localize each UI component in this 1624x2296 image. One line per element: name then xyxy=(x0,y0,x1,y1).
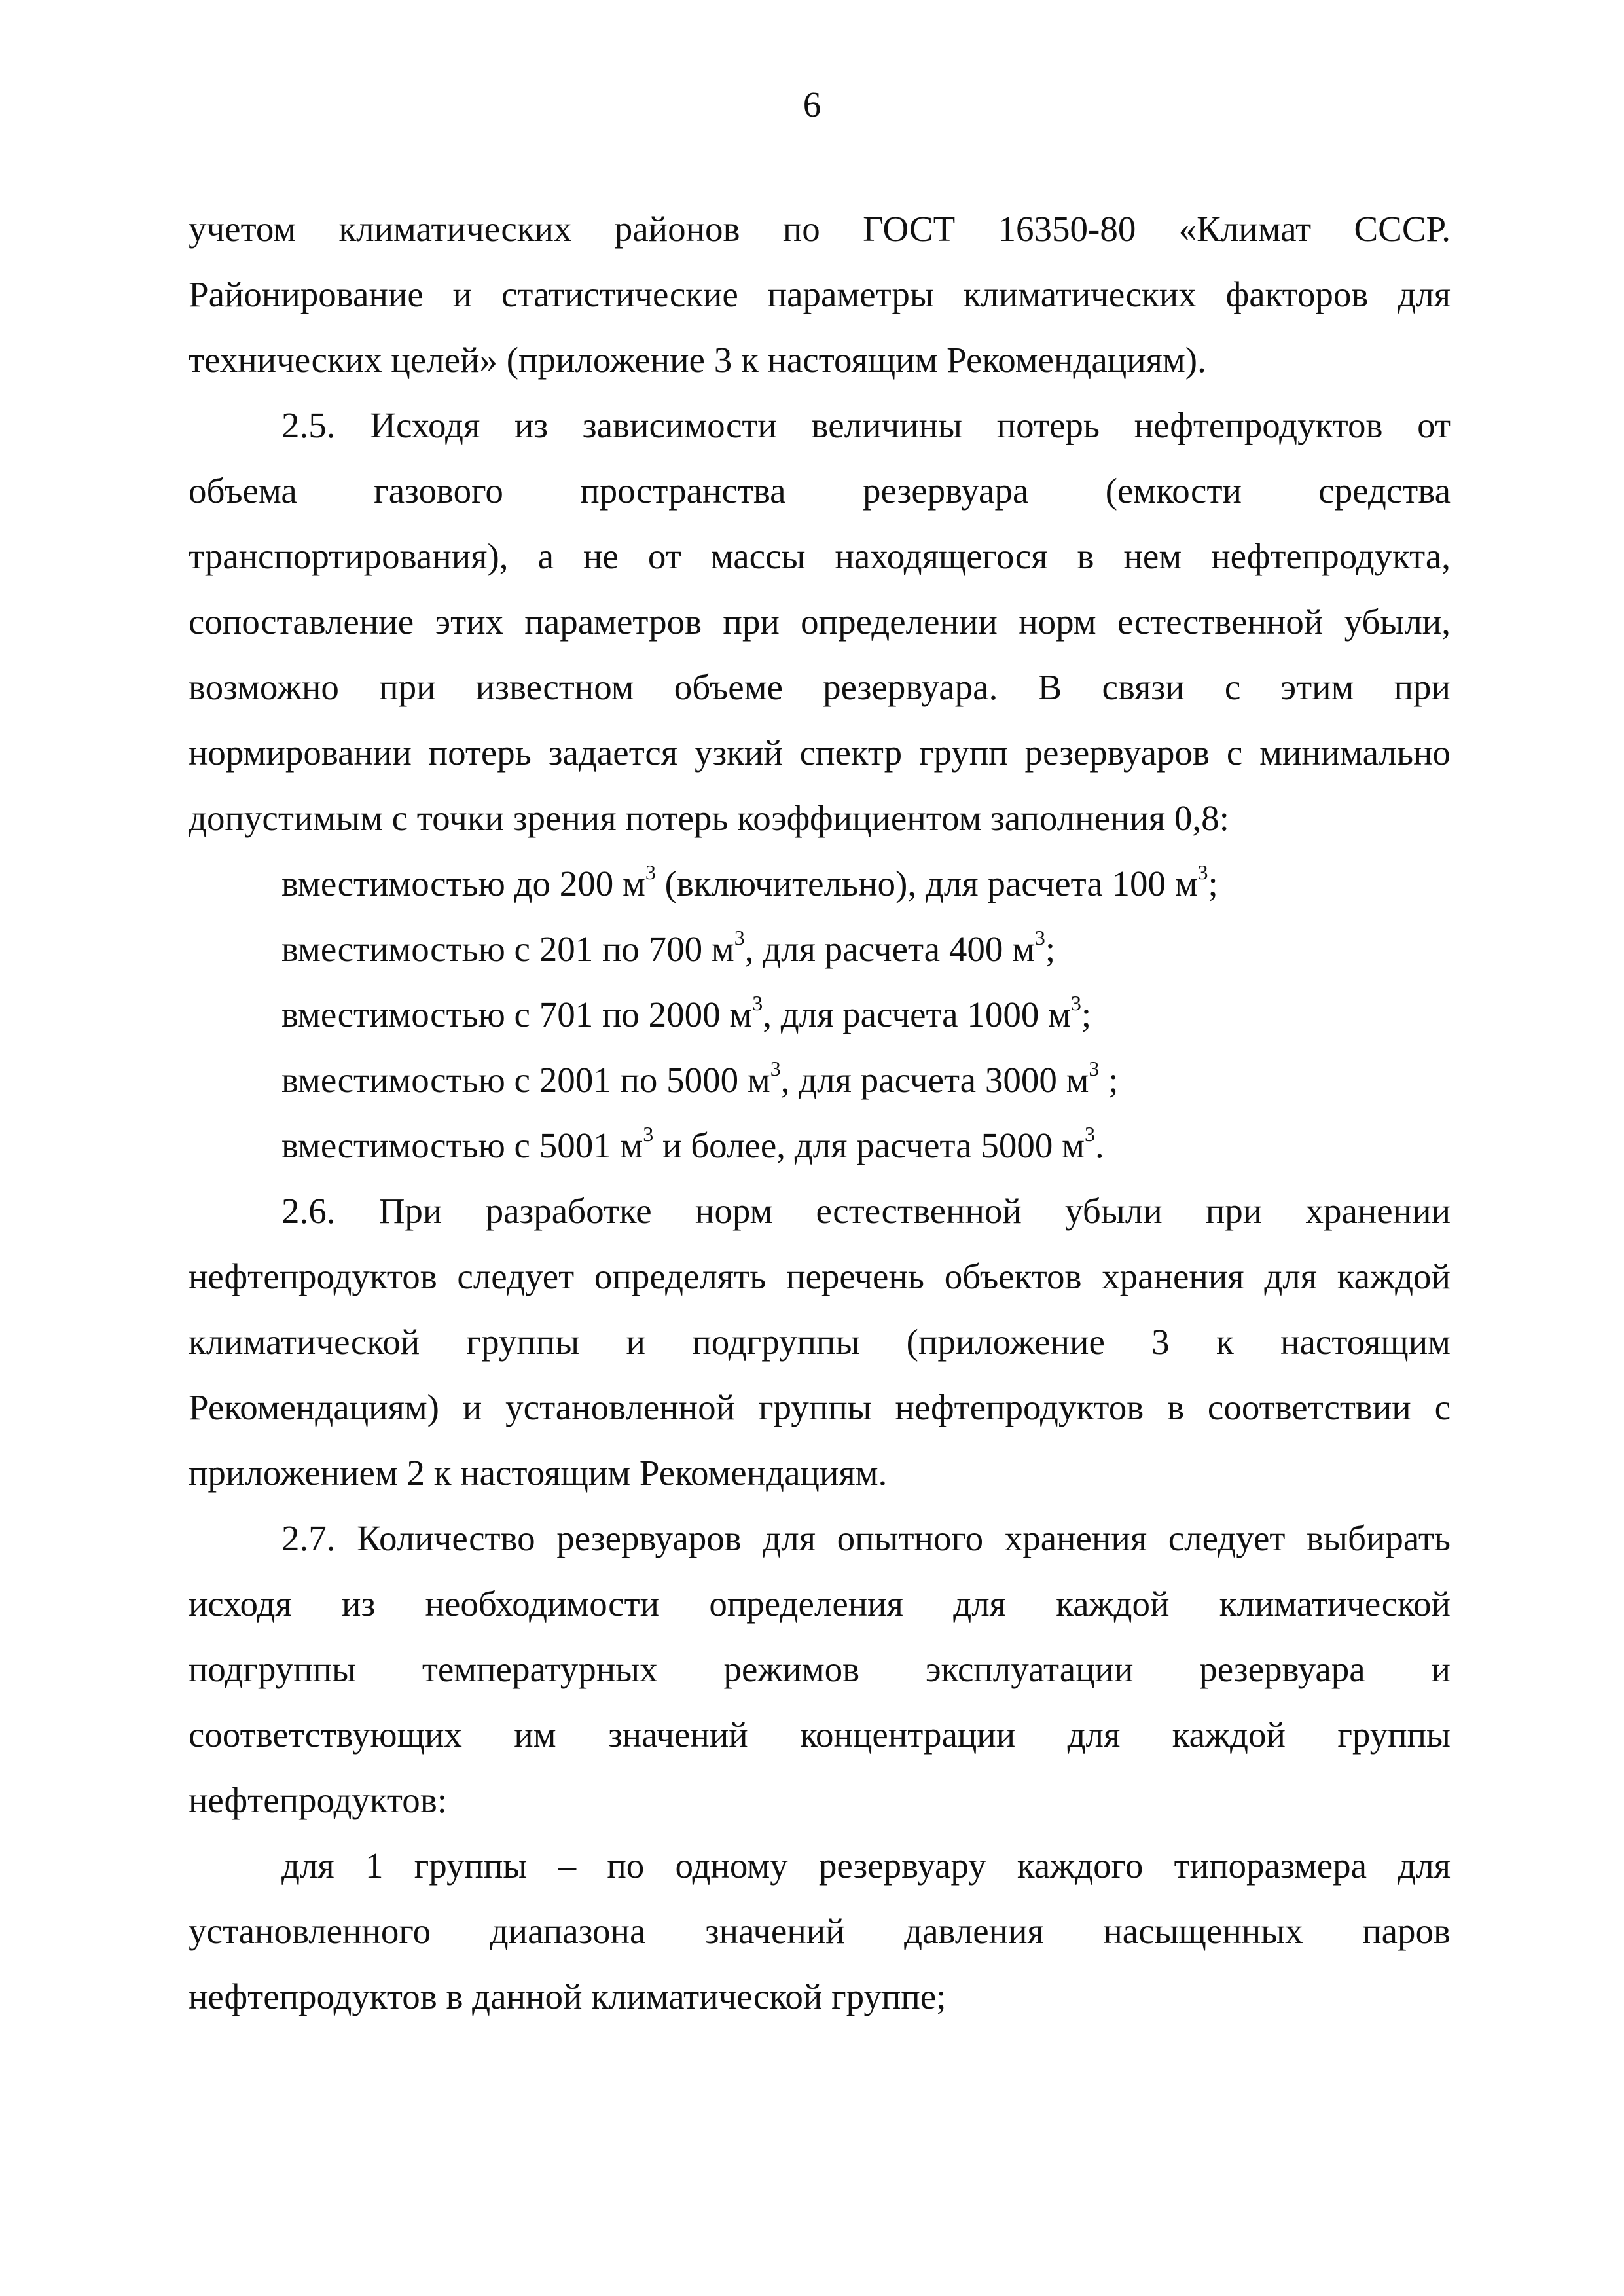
list-item: вместимостью с 201 по 700 $м^3$, для расчета 400 $м^3$; xyxy=(281,925,1056,969)
text-line: Рекомендациям) и установленной группы нефтепродуктов в соответствии с xyxy=(189,1387,1451,1427)
text-line: исходя из необходимости определения для каждой климатической xyxy=(189,1584,1451,1624)
group-1-item-first-line: для 1 группы – по одному резервуару каждого типоразмера для xyxy=(281,1846,1451,1886)
list-item: вместимостью до 200 $м^3$ (включительно), для расчета 100 $м^3$; xyxy=(281,860,1218,903)
text-line: объема газового пространства резервуара (емкости средства xyxy=(189,471,1451,511)
text-line: транспортирования), а не от массы находящегося в нем нефтепродукта, xyxy=(189,536,1451,576)
list-item: вместимостью с 5001 $м^3$ и более, для расчета 5000 $м^3$. xyxy=(281,1121,1104,1165)
text-line: соответствующих им значений концентрации для каждой группы xyxy=(189,1715,1451,1755)
text-line: приложением 2 к настоящим Рекомендациям. xyxy=(189,1453,888,1493)
text-line: установленного диапазона значений давления насыщенных паров xyxy=(189,1911,1451,1951)
paragraph-2-7-first-line: 2.7. Количество резервуаров для опытного хранения следует выбирать xyxy=(281,1518,1451,1558)
text-line: подгруппы температурных режимов эксплуатации резервуара и xyxy=(189,1649,1451,1689)
text-line: климатической группы и подгруппы (приложение 3 к настоящим xyxy=(189,1322,1451,1362)
text-line: Районирование и статистические параметры климатических факторов для xyxy=(189,274,1451,314)
text-line: сопоставление этих параметров при определении норм естественной убыли, xyxy=(189,602,1451,642)
text-line: учетом климатических районов по ГОСТ 16350-80 «Климат СССР. xyxy=(189,209,1451,249)
text-line: нефтепродуктов следует определять перечень объектов хранения для каждой xyxy=(189,1256,1451,1296)
paragraph-2-6-first-line: 2.6. При разработке норм естественной убыли при хранении xyxy=(281,1191,1451,1231)
list-item: вместимостью с 2001 по 5000 $м^3$, для расчета 3000 $м^3$ ; xyxy=(281,1056,1119,1100)
text-line: технических целей» (приложение 3 к настоящим Рекомендациям). xyxy=(189,340,1206,380)
text-line: возможно при известном объеме резервуара. В связи с этим при xyxy=(189,667,1451,707)
text-line: нефтепродуктов в данной климатической группе; xyxy=(189,1977,947,2016)
text-line: нормировании потерь задается узкий спектр групп резервуаров с минимально xyxy=(189,733,1451,773)
page-number: 6 xyxy=(803,84,821,124)
text-line: допустимым с точки зрения потерь коэффициентом заполнения 0,8: xyxy=(189,798,1229,838)
text-line: нефтепродуктов: xyxy=(189,1780,447,1820)
paragraph-2-5-first-line: 2.5. Исходя из зависимости величины потерь нефтепродуктов от xyxy=(281,405,1451,445)
list-item: вместимостью с 701 по 2000 $м^3$, для расчета 1000 $м^3$; xyxy=(281,991,1092,1034)
